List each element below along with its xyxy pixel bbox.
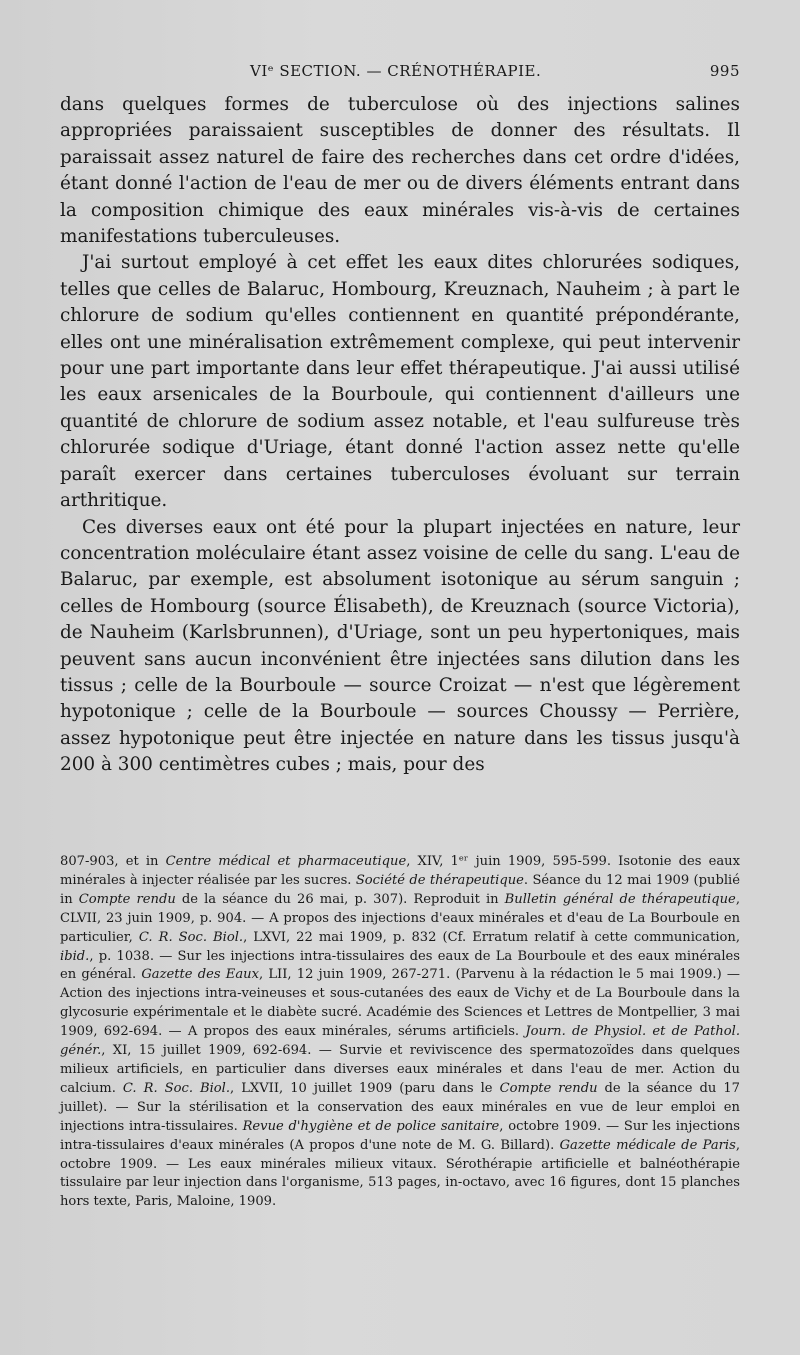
footnote <box>60 853 740 1212</box>
footnote-text: de la séance du 26 mai, p. 307). Reproduit in <box>175 891 505 907</box>
footnote-text: , octobre 1909. — Les eaux minérales milieux vitaux. Sérothérapie artificielle et balnéothérapie tissulaire par leur injection dans l'organisme, 513 pages, in-octavo, avec 16 figures, dont 15 planches hors texte, Paris, Maloine, 1909. <box>60 1137 740 1210</box>
footnote-text: , p. 1038. — Sur les injections intra-tissulaires des eaux de La Bourboule et des eaux minérales en général. <box>60 948 740 983</box>
footnote-text: de la séance du 17 juillet). — Sur la stérilisation et la conservation des eaux minérales en vue de leur emploi en injections intra-tissulaires. <box>60 1080 740 1134</box>
footnote-italic: Gazette médicale de Paris <box>559 1137 736 1153</box>
footnote-text: , CLVII, 23 juin 1909, p. 904. — A propos des injections d'eaux minérales et d'eau de La Bourboule en particulier, <box>60 891 740 945</box>
footnote-italic: Centre médical et pharmaceutique <box>165 854 407 869</box>
footnote-italic: ibid. <box>60 948 90 964</box>
footnote-italic: Bulletin général de thérapeutique <box>504 891 736 907</box>
running-title: VIᵉ SECTION. — CRÉNOTHÉRAPIE. <box>250 62 542 80</box>
footnote-italic: Société de thérapeutique <box>355 872 524 888</box>
footnote-italic: C. R. Soc. Biol. <box>138 929 244 945</box>
footnote-text: . Séance du 12 mai 1909 (publié in <box>60 872 740 907</box>
footnote-italic: Revue d'hygiène et de police sanitaire <box>242 1118 500 1134</box>
footnote-italic: Journ. de Physiol. et de Pathol. génér. <box>60 1024 740 1059</box>
footnote-text: , XIV, 1ᵉʳ juin 1909, 595-599. Isotonie des eaux minérales à injecter réalisée par les sucres. <box>60 854 740 888</box>
footnote-paragraph <box>60 853 740 1212</box>
paragraph: J'ai surtout employé à cet effet les eaux dites chlorurées sodiques, telles que celles de Balaruc, Hombourg, Kreuznach, Nauheim ; à part le chlorure de sodium qu'elles contiennent en quantité prépondérante, elles ont une minéralisation extrêmement complexe, qui peut intervenir pour une part importante dans leur effet thérapeutique. J'ai aussi utilisé les eaux arsenicales de la Bourboule, qui contiennent d'ailleurs une quantité de chlorure de sodium assez notable, et l'eau sulfureuse très chlorurée sodique d'Uriage, étant donné l'action assez nette qu'elle paraît exercer dans certaines tuberculoses évoluant sur terrain arthritique. <box>60 252 740 512</box>
footnote-italic: Compte rendu <box>499 1080 598 1096</box>
paragraph: Ces diverses eaux ont été pour la plupart injectées en nature, leur concentration moléculaire étant assez voisine de celle du sang. L'eau de Balaruc, par exemple, est absolument isotonique au sérum sanguin ; celles de Hombourg (source Élisabeth), de Kreuznach (source Victoria), de Nauheim (Karlsbrunnen), d'Uriage, sont un peu hypertoniques, mais peuvent sans aucun inconvénient être injectées sans dilution dans les tissus ; celle de la Bourboule — source Croizat — n'est que légèrement hypotonique ; celle de la Bourboule — sources Choussy — Perrière, assez hypotonique peut être injectée en nature dans les tissus jusqu'à 200 à 300 centimètres cubes ; mais, pour des <box>60 516 740 776</box>
footnote-italic: Gazette des Eaux <box>141 967 259 983</box>
footnote-text: 807-903, et in <box>60 854 166 869</box>
footnote-italic: C. R. Soc. Biol. <box>122 1080 231 1096</box>
footnote-text: , XI, 15 juillet 1909, 692-694. — Survie et reviviscence des spermatozoïdes dans quelques milieux artificiels, en particulier dans diverses eaux minérales et dans l'eau de mer. Action du calcium. <box>60 1043 740 1096</box>
footnote-text: , LXVII, 10 juillet 1909 (paru dans le <box>230 1080 500 1096</box>
footnote-italic: Compte rendu <box>78 891 176 907</box>
footnote-text: , LII, 12 juin 1909, 267-271. (Parvenu à la rédaction le 5 mai 1909.) — Action des injections intra-veineuses et sous-cutanées des eaux de Vichy et de La Bourboule dans la glycosurie expérimentale et le diabète sucré. Académie des Sciences et Lettres de Montpellier, 3 mai 1909, 692-694. — A propos des eaux minérales, sérums artificiels. <box>60 967 740 1040</box>
paragraph: dans quelques formes de tuberculose où des injections salines appropriées paraissaient susceptibles de donner des résultats. Il paraissait assez naturel de faire des recherches dans cet ordre d'idées, étant donné l'action de l'eau de mer ou de divers éléments entrant dans la composition chimique des eaux minérales vis-à-vis de certaines manifestations tuberculeuses. <box>60 94 740 248</box>
footnote-text: , octobre 1909. — Sur les injections intra-tissulaires d'eaux minérales (A propos d'une note de M. G. Billard). <box>60 1118 740 1153</box>
page-number: 995 <box>709 62 740 80</box>
footnote-text: , LXVI, 22 mai 1909, p. 832 (Cf. Erratum relatif à cette communication, <box>243 929 740 945</box>
main-text <box>60 92 740 779</box>
